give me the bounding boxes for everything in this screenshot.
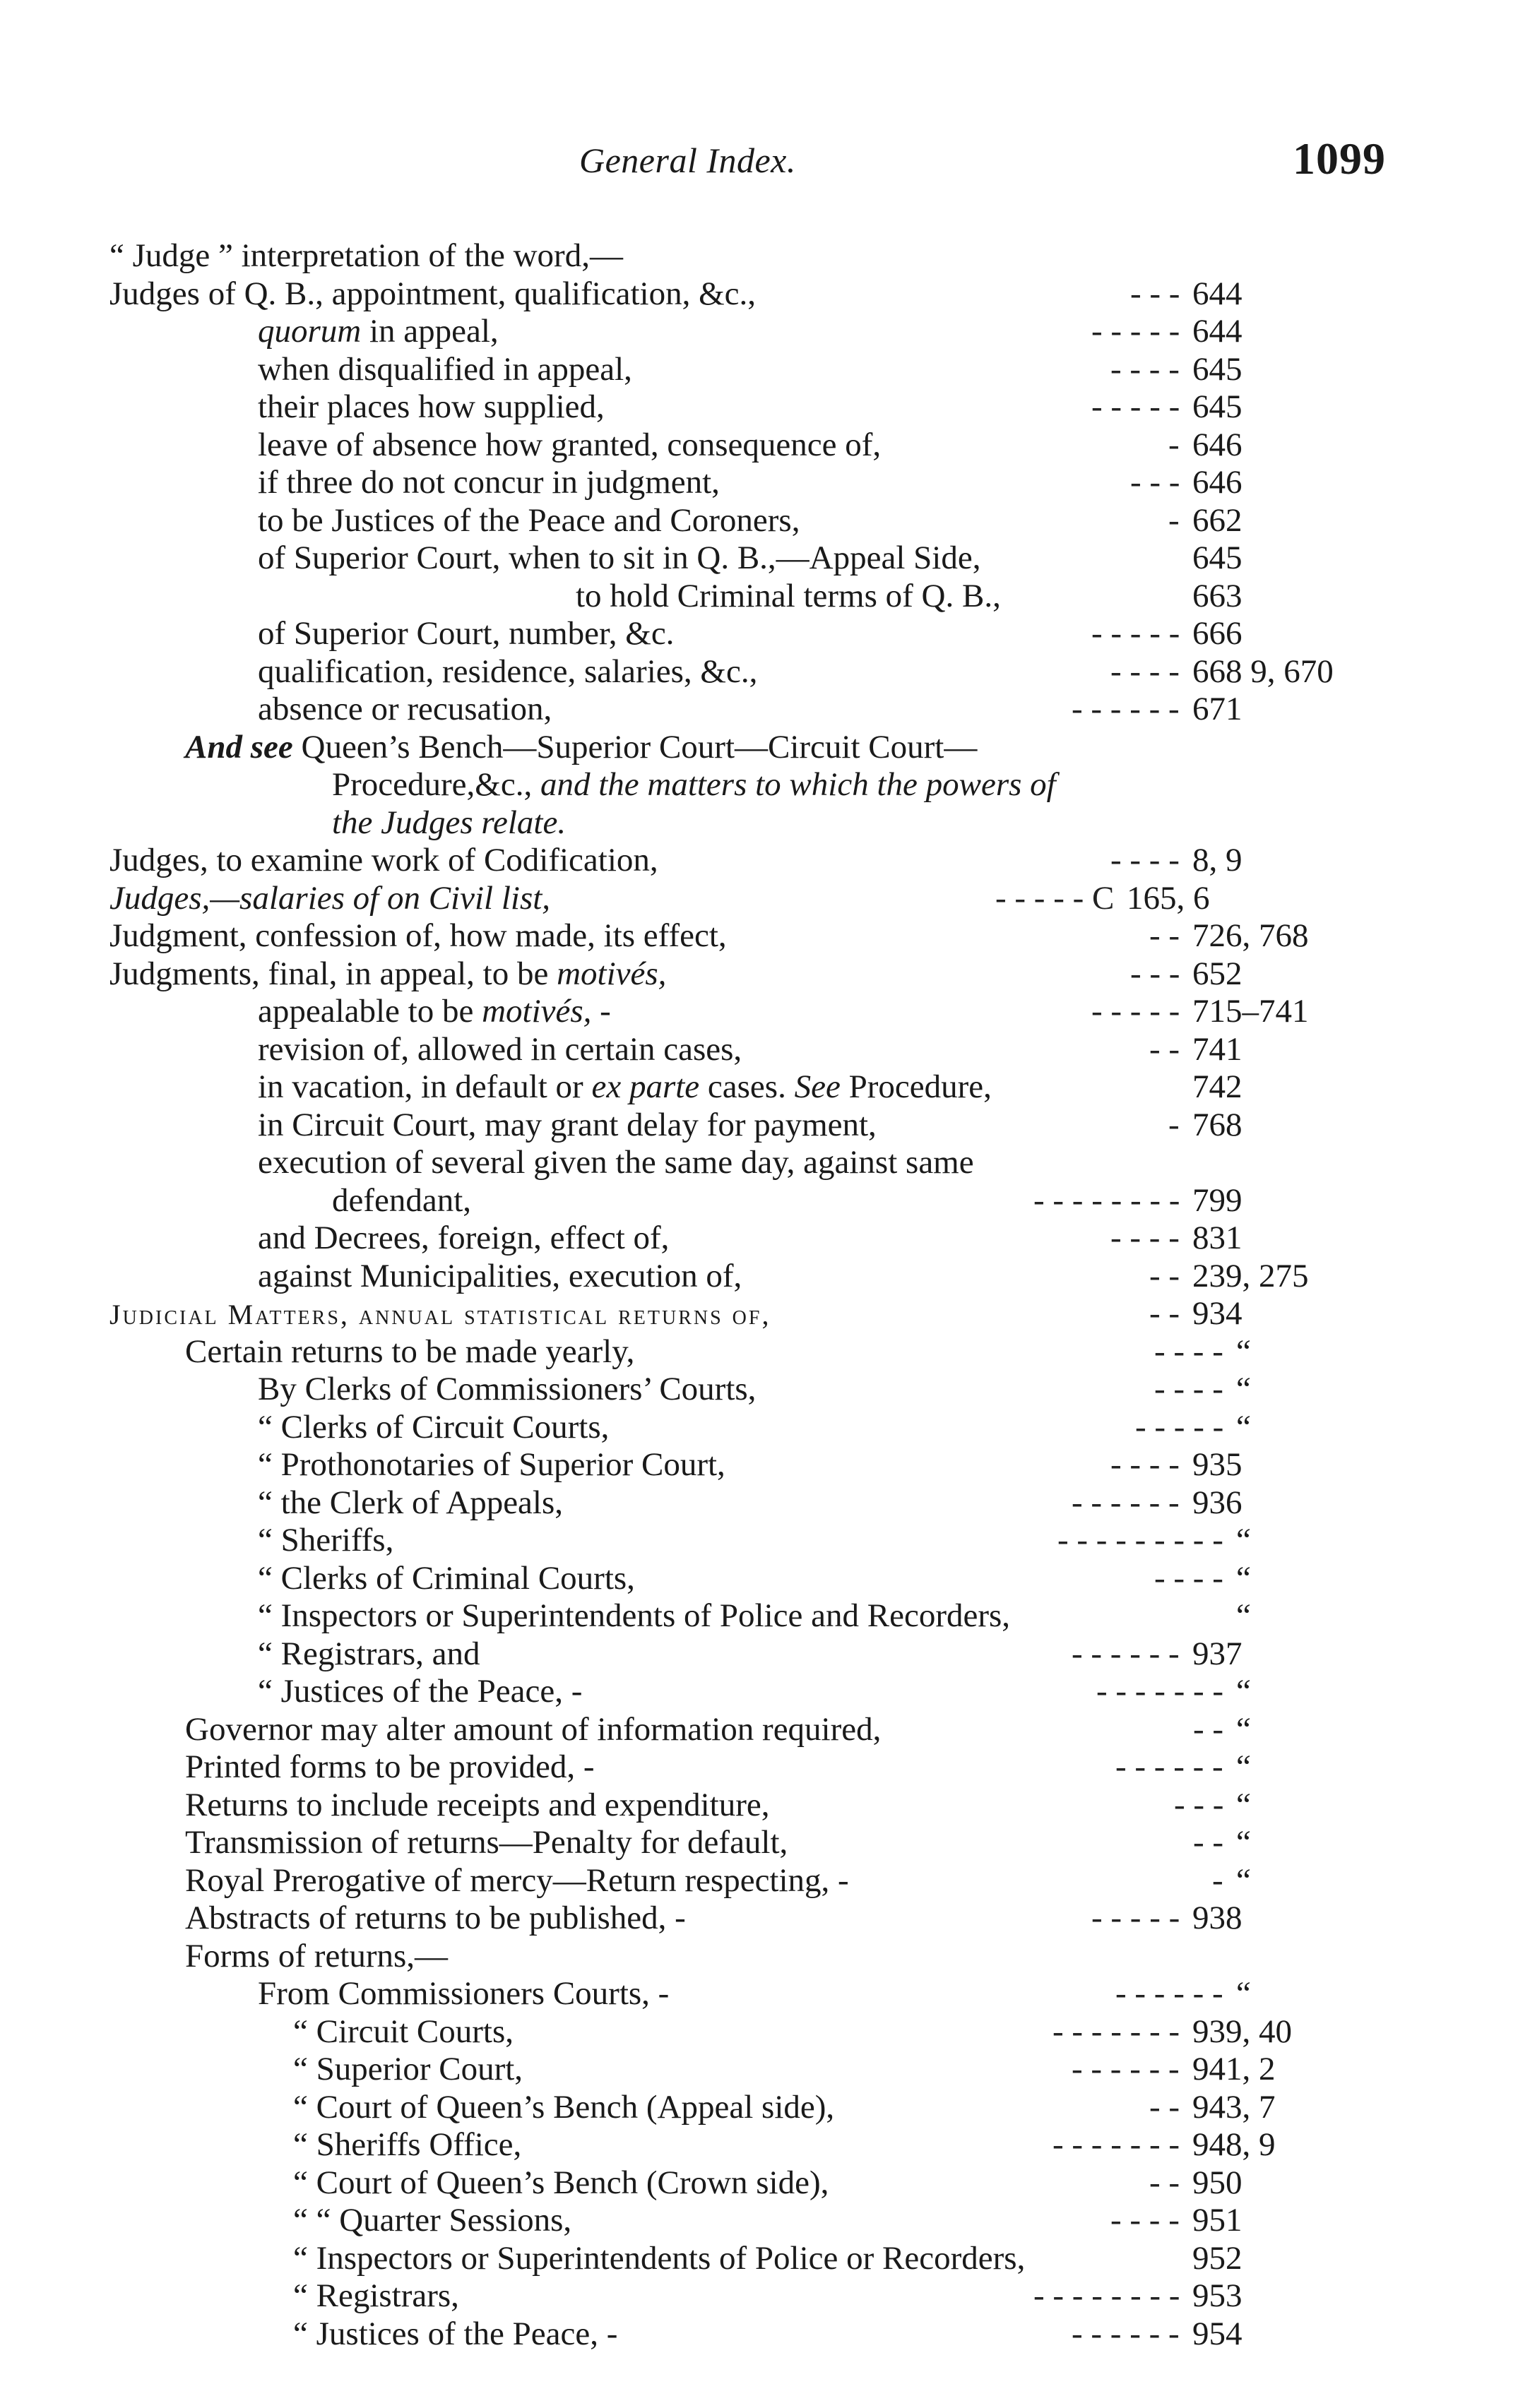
entry-text-part: “ Prothonotaries of Superior Court,	[258, 1446, 725, 1483]
leader-dashes: - - - -	[1154, 1559, 1223, 1597]
index-entry	[0, 388, 1530, 427]
entry-text-part: Returns to include receipts and expenditure,	[185, 1786, 770, 1823]
entry-text-part: of Superior Court, when to sit in Q. B.,—Appeal Side,	[258, 540, 981, 576]
index-entry	[0, 766, 1530, 804]
running-title: General Index.	[579, 141, 796, 180]
leader-dashes: - - - -	[1154, 1371, 1223, 1407]
leader-dashes: - - - -	[1110, 2202, 1180, 2239]
entry-text-part: of Superior Court, number, &c.	[258, 615, 675, 652]
leader-dashes: -	[1212, 1861, 1223, 1899]
entry-text-part: Judges,—salaries of on Civil list,	[109, 879, 551, 917]
entry-text	[258, 351, 632, 389]
entry-text	[258, 1068, 992, 1107]
entry-text-part: Judicial Matters, annual statistical returns of,	[109, 1299, 771, 1330]
entry-text-part: Queen’s Bench—Superior Court—Circuit Court—	[292, 728, 978, 765]
entry-text	[293, 2089, 834, 2127]
ditto-mark: “	[1236, 1408, 1251, 1446]
leader-dashes: - - - - -	[1135, 1408, 1224, 1446]
entry-text-part: “ Sheriffs,	[258, 1522, 394, 1558]
entry-text-part: “ Court of Queen’s Bench (Appeal side),	[293, 2088, 835, 2126]
entry-text	[258, 1258, 742, 1296]
entry-text-part: “ “ Quarter Sessions,	[293, 2202, 572, 2239]
index-entry	[0, 917, 1530, 955]
entry-text-part: if three do not concur in judgment,	[258, 464, 720, 501]
page-reference: 934	[1192, 1295, 1243, 1332]
leader-dashes: - - - - - -	[1115, 1748, 1223, 1785]
ditto-mark: “	[1236, 1673, 1251, 1710]
entry-text	[258, 691, 552, 729]
leader-dashes: - - - - -	[1091, 1900, 1180, 1936]
leader-dashes: -	[1168, 426, 1180, 463]
index-entry	[0, 2202, 1530, 2240]
leader-dashes: - - - - - -	[1115, 1975, 1223, 2012]
page-reference: 662	[1192, 501, 1243, 539]
entry-text	[185, 1824, 788, 1862]
index-entry	[0, 1031, 1530, 1069]
index-entry	[0, 1597, 1530, 1635]
leader-dashes: - - - - - -	[1072, 691, 1180, 727]
page-reference: 165, 6	[1127, 879, 1210, 917]
ditto-mark: “	[1236, 1975, 1251, 2012]
index-entry	[0, 275, 1530, 314]
page-reference: 951	[1192, 2202, 1243, 2239]
page-reference: 644	[1192, 313, 1243, 350]
index-entry	[0, 1938, 1530, 1976]
entry-text-part: Certain returns to be made yearly,	[185, 1333, 635, 1370]
entry-text-part: And see	[185, 728, 293, 765]
leader-dashes: - -	[1149, 1295, 1180, 1332]
entry-text	[258, 502, 800, 540]
leader-dashes: -	[1168, 501, 1180, 539]
entry-text	[332, 1182, 471, 1220]
index-entry	[0, 1107, 1530, 1145]
index-entry	[0, 1975, 1530, 2013]
entry-text-part: revision of, allowed in certain cases,	[258, 1030, 742, 1068]
leader-dashes: - - - -	[1110, 842, 1180, 878]
entry-text	[258, 1446, 725, 1484]
index-entry	[0, 1409, 1530, 1447]
entry-text	[185, 1900, 686, 1938]
index-entry	[0, 955, 1530, 994]
leader-dashes: - - -	[1174, 1786, 1224, 1823]
entry-text	[258, 1371, 756, 1409]
page-reference: 943, 7	[1192, 2088, 1276, 2126]
index-entry	[0, 1787, 1530, 1825]
entry-text-part: Judges of Q. B., appointment, qualification, &c.,	[109, 275, 757, 312]
page-reference: 937	[1192, 1635, 1243, 1672]
entry-text	[258, 1635, 480, 1674]
index-entry	[0, 2315, 1530, 2354]
page-reference: 941, 2	[1192, 2051, 1276, 2087]
leader-dashes: - - -	[1130, 275, 1180, 312]
entry-text	[332, 766, 1056, 804]
entry-text-part: Transmission of returns—Penalty for default,	[185, 1824, 788, 1861]
index-entry	[0, 1182, 1530, 1220]
page-reference: 741	[1192, 1030, 1243, 1068]
entry-text	[185, 729, 977, 767]
index-entry	[0, 502, 1530, 540]
entry-text	[258, 1597, 1010, 1635]
ditto-mark: “	[1236, 1861, 1251, 1899]
entry-text	[185, 1748, 595, 1787]
index-entry	[0, 2164, 1530, 2203]
entry-text-part: to hold Criminal terms of Q. B.,	[576, 577, 1001, 614]
index-entry	[0, 1068, 1530, 1107]
entry-text	[258, 1144, 974, 1182]
entry-text-part: motivés,	[557, 955, 667, 992]
ditto-mark: “	[1236, 1786, 1251, 1823]
leader-dashes: - - - - - - - - -	[1057, 1522, 1223, 1558]
entry-text	[185, 1862, 849, 1900]
entry-text-part: See	[794, 1068, 841, 1105]
entry-text	[185, 1711, 881, 1749]
leader-dashes: - - - - -	[1091, 313, 1180, 350]
page-reference: 652	[1192, 955, 1243, 992]
page-reference: 671	[1192, 691, 1243, 727]
entry-text-part: “ Clerks of Criminal Courts,	[258, 1559, 635, 1597]
entry-text-part: Procedure,&c.,	[332, 766, 540, 803]
page-reference: 646	[1192, 464, 1243, 501]
entry-text-part: Forms of returns,—	[185, 1937, 449, 1974]
entry-text-part: qualification, residence, salaries, &c.,	[258, 652, 758, 690]
page-reference: 668 9, 670	[1192, 652, 1334, 690]
entry-text	[293, 2126, 521, 2164]
leader-dashes: - - - -	[1110, 1220, 1180, 1256]
index-entry	[0, 1333, 1530, 1371]
entry-text-part: -	[591, 993, 611, 1030]
ditto-mark: “	[1236, 1559, 1251, 1597]
entry-text-part: By Clerks of Commissioners’ Courts,	[258, 1371, 757, 1407]
entry-text-part: motivés,	[482, 993, 592, 1030]
general-index	[0, 237, 1530, 2353]
entry-text	[109, 955, 666, 994]
ditto-mark: “	[1236, 1824, 1251, 1861]
entry-text	[293, 2202, 571, 2240]
entry-text-part: in appeal,	[361, 313, 499, 350]
index-entry	[0, 427, 1530, 465]
entry-text	[109, 842, 658, 880]
leader-dashes: - - - - - - -	[1052, 2126, 1180, 2163]
page-reference: 645	[1192, 350, 1243, 388]
entry-text-part: Judgment, confession of, how made, its effect,	[109, 917, 727, 954]
index-entry	[0, 1295, 1530, 1333]
ditto-mark: “	[1236, 1333, 1251, 1370]
index-entry	[0, 578, 1530, 616]
entry-text	[258, 313, 499, 351]
entry-text	[109, 275, 756, 314]
entry-text-part: “ Judge ” interpretation of the word,—	[109, 237, 623, 274]
index-entry	[0, 1673, 1530, 1711]
ditto-mark: “	[1236, 1371, 1251, 1407]
entry-text-part: Printed forms to be provided, -	[185, 1748, 595, 1785]
leader-dashes: - - -	[1130, 464, 1180, 501]
leader-dashes: - - - - -	[1091, 615, 1180, 652]
entry-text	[258, 1522, 393, 1560]
entry-text	[109, 237, 623, 275]
leader-dashes: - -	[1149, 1030, 1180, 1068]
leader-dashes: - - - - - C	[995, 879, 1115, 917]
index-entry	[0, 1484, 1530, 1522]
entry-text-part: to be Justices of the Peace and Coroners,	[258, 501, 800, 539]
entry-text-part: “ Inspectors or Superintendents of Police and Recorders,	[258, 1597, 1011, 1634]
page-reference: 666	[1192, 615, 1243, 652]
entry-text	[293, 2315, 617, 2354]
index-entry	[0, 540, 1530, 578]
running-head	[0, 133, 1530, 189]
page-reference: 645	[1192, 540, 1243, 576]
leader-dashes: - -	[1193, 1710, 1224, 1748]
entry-text-part: execution of several given the same day, against same	[258, 1144, 974, 1181]
entry-text-part: Procedure,	[840, 1068, 992, 1105]
ditto-mark: “	[1236, 1710, 1251, 1748]
index-entry	[0, 1900, 1530, 1938]
page-reference: 645	[1192, 388, 1243, 425]
entry-text-part: “ Sheriffs Office,	[293, 2126, 522, 2163]
entry-text-part: “ Court of Queen’s Bench (Crown side),	[293, 2164, 829, 2201]
entry-text-part: “ Circuit Courts,	[293, 2013, 514, 2050]
index-entry	[0, 880, 1530, 918]
leader-dashes: - - - -	[1110, 652, 1180, 690]
page-reference: 831	[1192, 1220, 1243, 1256]
entry-text	[293, 2051, 523, 2089]
entry-text-part: against Municipalities, execution of,	[258, 1257, 742, 1294]
leader-dashes: - -	[1149, 1257, 1180, 1294]
index-entry	[0, 2240, 1530, 2278]
leader-dashes: - -	[1149, 2164, 1180, 2201]
leader-dashes: - - - - - -	[1072, 2051, 1180, 2087]
page-reference: 646	[1192, 426, 1243, 463]
index-entry	[0, 2013, 1530, 2051]
index-entry	[0, 1824, 1530, 1862]
leader-dashes: - - -	[1130, 955, 1180, 992]
entry-text-part: when disqualified in appeal,	[258, 350, 632, 388]
entry-text	[258, 653, 757, 691]
leader-dashes: - - - - - - -	[1052, 2013, 1180, 2050]
leader-dashes: - - - - -	[1091, 388, 1180, 425]
leader-dashes: - - - - - -	[1072, 2315, 1180, 2352]
entry-text-part: cases.	[699, 1068, 795, 1105]
entry-text	[293, 2277, 459, 2315]
index-entry	[0, 2126, 1530, 2164]
page-number: 1099	[1293, 133, 1386, 184]
entry-text-part: Royal Prerogative of mercy—Return respecting, -	[185, 1861, 849, 1899]
page-reference: 948, 9	[1192, 2126, 1276, 2163]
entry-text-part: “ Clerks of Circuit Courts,	[258, 1408, 610, 1446]
index-entry	[0, 1371, 1530, 1409]
page-reference: 726, 768	[1192, 917, 1309, 954]
entry-text	[258, 1409, 609, 1447]
entry-text	[258, 1220, 669, 1258]
index-entry	[0, 1446, 1530, 1484]
entry-text	[109, 1295, 771, 1334]
entry-text-part: Governor may alter amount of information required,	[185, 1710, 882, 1748]
entry-text-part: in Circuit Court, may grant delay for payment,	[258, 1106, 877, 1143]
entry-text-part: appealable to be	[258, 993, 482, 1030]
leader-dashes: - - - - - - - -	[1033, 2277, 1180, 2314]
entry-text-part: and Decrees, foreign, effect of,	[258, 1220, 670, 1256]
index-entry	[0, 1258, 1530, 1296]
entry-text-part: Judgments, final, in appeal, to be	[109, 955, 557, 992]
page-reference: 768	[1192, 1106, 1243, 1143]
entry-text	[258, 540, 980, 578]
entry-text-part: “ Inspectors or Superintendents of Police or Recorders,	[293, 2239, 1026, 2277]
leader-dashes: - - - -	[1110, 350, 1180, 388]
ditto-mark: “	[1236, 1748, 1251, 1785]
leader-dashes: - - - -	[1110, 1446, 1180, 1483]
entry-text-part: absence or recusation,	[258, 691, 552, 727]
entry-text-part: Judges, to examine work of Codification,	[109, 842, 658, 878]
entry-text-part: “ Justices of the Peace, -	[293, 2315, 618, 2352]
page-reference: 8, 9	[1192, 842, 1243, 878]
index-entry	[0, 351, 1530, 389]
entry-text	[185, 1333, 634, 1371]
entry-text-part: From Commissioners Courts, -	[258, 1975, 670, 2012]
page-reference: 715–741	[1192, 993, 1309, 1030]
index-entry	[0, 2277, 1530, 2315]
leader-dashes: - - - - - - -	[1096, 1673, 1224, 1710]
entry-text	[258, 993, 611, 1031]
entry-text-part: “ the Clerk of Appeals,	[258, 1484, 564, 1521]
entry-text-part: leave of absence how granted, consequence of,	[258, 426, 882, 463]
page-reference: 936	[1192, 1484, 1243, 1521]
page-reference: 950	[1192, 2164, 1243, 2201]
page-reference: 953	[1192, 2277, 1243, 2314]
index-entry	[0, 1522, 1530, 1560]
entry-text-part: defendant,	[332, 1181, 472, 1219]
ditto-mark: “	[1236, 1597, 1251, 1634]
leader-dashes: - - - - - - - -	[1033, 1181, 1180, 1219]
entry-text	[109, 880, 550, 918]
index-entry	[0, 2051, 1530, 2089]
index-entry	[0, 653, 1530, 691]
entry-text-part: in vacation, in default or	[258, 1068, 592, 1105]
index-entry	[0, 1711, 1530, 1749]
entry-text	[293, 2164, 829, 2203]
entry-text	[185, 1787, 769, 1825]
entry-text	[258, 1031, 742, 1069]
index-entry	[0, 313, 1530, 351]
index-entry	[0, 1748, 1530, 1787]
ditto-mark: “	[1236, 1522, 1251, 1558]
entry-text-part: “ Superior Court,	[293, 2051, 523, 2087]
entry-text	[258, 464, 720, 502]
entry-text	[258, 1560, 635, 1598]
leader-dashes: - - - - - -	[1072, 1635, 1180, 1672]
index-entry	[0, 691, 1530, 729]
entry-text-part: their places how supplied,	[258, 388, 605, 425]
index-entry	[0, 1560, 1530, 1598]
entry-text	[293, 2240, 1025, 2278]
index-entry	[0, 804, 1530, 842]
leader-dashes: - -	[1193, 1824, 1224, 1861]
index-entry	[0, 729, 1530, 767]
index-entry	[0, 2089, 1530, 2127]
entry-text	[258, 1975, 669, 2013]
leader-dashes: - -	[1149, 2088, 1180, 2126]
leader-dashes: - - - -	[1154, 1333, 1223, 1370]
entry-text-part: “ Registrars,	[293, 2277, 459, 2314]
entry-text	[293, 2013, 514, 2051]
leader-dashes: - - - - - -	[1072, 1484, 1180, 1521]
index-entry	[0, 1635, 1530, 1674]
index-entry	[0, 842, 1530, 880]
index-entry	[0, 237, 1530, 275]
entry-text	[258, 1107, 877, 1145]
page-reference: 663	[1192, 577, 1243, 614]
entry-text-part: ex parte	[591, 1068, 700, 1105]
entry-text-part: “ Justices of the Peace, -	[258, 1673, 583, 1710]
page-reference: 935	[1192, 1446, 1243, 1483]
leader-dashes: -	[1168, 1106, 1180, 1143]
index-entry	[0, 615, 1530, 653]
leader-dashes: - -	[1149, 917, 1180, 954]
page-reference: 954	[1192, 2315, 1243, 2352]
page-reference: 239, 275	[1192, 1257, 1309, 1294]
page-reference: 952	[1192, 2239, 1243, 2277]
page-reference: 644	[1192, 275, 1243, 312]
entry-text	[576, 578, 1001, 616]
index-entry	[0, 1862, 1530, 1900]
page-reference: 938	[1192, 1900, 1243, 1936]
entry-text	[258, 427, 881, 465]
entry-text	[258, 1484, 563, 1522]
index-entry	[0, 993, 1530, 1031]
index-entry	[0, 464, 1530, 502]
index-entry	[0, 1220, 1530, 1258]
entry-text	[258, 1673, 582, 1711]
entry-text-part: the Judges relate.	[332, 804, 567, 841]
entry-text-part: “ Registrars, and	[258, 1635, 480, 1672]
entry-text-part: Abstracts of returns to be published, -	[185, 1900, 686, 1936]
entry-text	[258, 388, 605, 427]
page-reference: 939, 40	[1192, 2013, 1292, 2050]
entry-text	[332, 804, 566, 842]
page-reference: 799	[1192, 1181, 1243, 1219]
entry-text	[109, 917, 727, 955]
entry-text	[258, 615, 674, 653]
leader-dashes: - - - - -	[1091, 993, 1180, 1030]
page-reference: 742	[1192, 1068, 1243, 1105]
entry-text	[185, 1938, 448, 1976]
entry-text-part: quorum	[258, 313, 362, 350]
entry-text-part: and the matters to which the powers of	[540, 766, 1056, 803]
index-entry	[0, 1144, 1530, 1182]
